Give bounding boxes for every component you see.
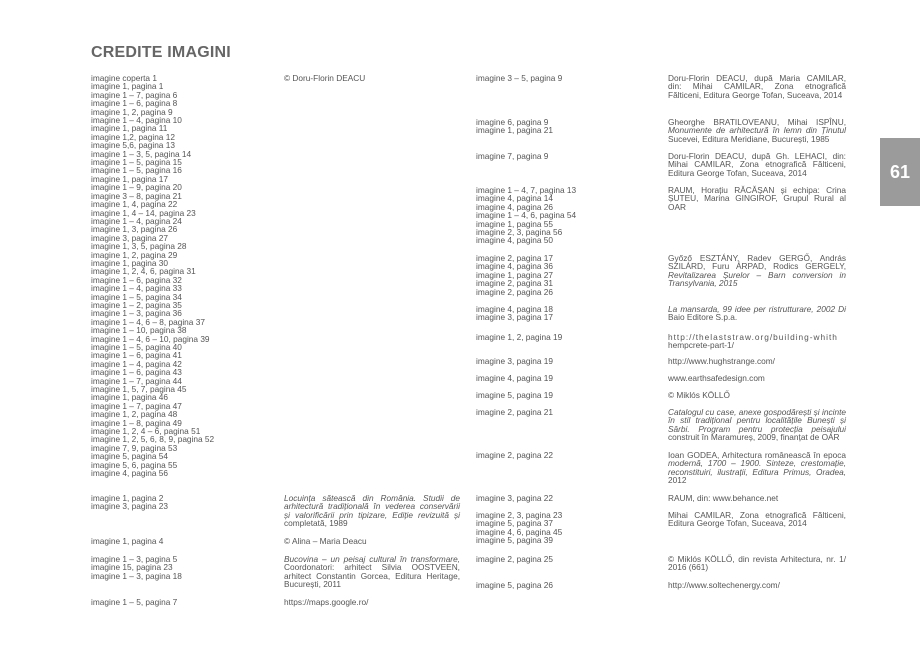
image-ref: imagine 1, 2, pagina 19 <box>476 332 563 342</box>
credit-line: arhitect Constantin Gorcea, Editura Heritage, <box>284 570 460 581</box>
image-ref: imagine 1, 5, 7, pagina 45 <box>91 384 187 395</box>
image-ref: imagine 1 – 4, 6 – 10, pagina 39 <box>91 333 210 344</box>
image-ref: imagine 6, pagina 9 <box>476 117 549 127</box>
image-ref: imagine 3, pagina 19 <box>476 356 554 366</box>
image-ref: imagine 1 – 7, pagina 47 <box>91 400 182 411</box>
credit-godea: Ioan GODEA, Arhitectura românească în epoca modernă, 1700 – 1900. Sinteze, crestomație, reconstituiri, ilustrații, Editura Primus, Oradea, 2012 <box>668 450 846 486</box>
image-ref-group <box>476 74 562 82</box>
image-ref: imagine 1, pagina 30 <box>91 257 169 268</box>
image-ref: imagine 4, pagina 50 <box>476 235 554 246</box>
image-ref: imagine 5, pagina 39 <box>476 535 554 546</box>
image-ref: imagine 1 – 5, pagina 34 <box>91 291 182 302</box>
credit-locuinta <box>284 494 460 528</box>
image-ref: imagine 1, 2, pagina 48 <box>91 409 178 420</box>
image-ref-group <box>476 494 553 502</box>
image-ref-group <box>476 408 553 416</box>
image-ref: imagine 1 – 3, pagina 18 <box>91 570 182 581</box>
image-ref: imagine 1, 2, pagina 29 <box>91 249 178 260</box>
image-ref: imagine 2, pagina 21 <box>476 407 554 417</box>
image-ref: imagine 7, 9, pagina 53 <box>91 442 178 453</box>
image-ref: imagine 1 – 10, pagina 38 <box>91 325 187 336</box>
image-ref: imagine 1,2, pagina 12 <box>91 131 175 142</box>
credit-mansarda: La mansarda, 99 idee per ristrutturare, 2002 Di Baio Editore S.p.a. <box>668 304 846 323</box>
image-ref: imagine 1 – 3, 5, pagina 14 <box>91 148 192 159</box>
image-ref: imagine 1 – 6, pagina 32 <box>91 274 182 285</box>
image-list-alina <box>91 537 163 545</box>
credit-laststraw-link[interactable]: http://thelaststraw.org/building-whith hempcrete-part-1/ <box>668 332 838 351</box>
image-ref: imagine 1 – 5, pagina 7 <box>91 597 178 607</box>
image-ref: imagine 5, 6, pagina 55 <box>91 459 178 470</box>
image-ref: imagine 2, 3, pagina 56 <box>476 227 563 238</box>
image-ref: imagine 2, pagina 22 <box>476 450 554 460</box>
image-ref-group <box>476 186 576 245</box>
image-ref: imagine 1 – 8, pagina 49 <box>91 417 182 428</box>
image-ref: imagine 4, pagina 18 <box>476 304 554 314</box>
credit-hughstrange-link[interactable]: http://www.hughstrange.com/ <box>668 356 775 366</box>
image-ref: imagine 4, 6, pagina 45 <box>476 526 563 537</box>
image-ref: imagine 4, pagina 26 <box>476 201 554 212</box>
credit-lehaci: Doru-Florin DEACU, după Gh. LEHACI, din: Mihai CAMILAR, Zona etnografică Fălticeni, Editura George Tofan, Suceava, 2014 <box>668 151 846 178</box>
credit-soltech-link[interactable]: http://www.soltechenergy.com/ <box>668 580 780 590</box>
image-ref-group <box>476 511 562 545</box>
image-ref: imagine 1, 2, 4 – 6, pagina 51 <box>91 426 201 437</box>
image-ref: imagine 15, pagina 23 <box>91 562 173 573</box>
image-ref: imagine 1, 4, pagina 22 <box>91 199 178 210</box>
image-ref-group <box>476 374 553 382</box>
image-ref: imagine 2, pagina 25 <box>476 554 554 564</box>
credit-line: Locuința sătească din România. Studii de <box>284 493 460 503</box>
credit-line: Coordonatori: arhitect Silvia OOSTVEEN, <box>284 562 460 573</box>
page-number: 61 <box>889 162 911 182</box>
credit-bucovina <box>284 555 460 589</box>
image-ref-group <box>476 581 553 589</box>
image-ref: imagine 1, pagina 11 <box>91 123 168 134</box>
image-ref: imagine 1 – 6, pagina 41 <box>91 350 182 361</box>
credit-camilar-1: Doru-Florin DEACU, după Maria CAMILAR, din: Mihai CAMILAR, Zona etnografică Fălticeni, Editura George Tofan, Suceava, 2014 <box>668 73 846 100</box>
image-ref: imagine 1 – 7, pagina 44 <box>91 375 182 386</box>
image-ref: imagine 1 – 4, 6, pagina 54 <box>476 210 577 221</box>
image-ref: imagine 3, pagina 17 <box>476 312 554 323</box>
image-ref: imagine 2, pagina 31 <box>476 278 554 289</box>
image-ref-group <box>476 555 553 563</box>
image-ref: imagine 1 – 2, pagina 35 <box>91 299 182 310</box>
image-list-deacu <box>91 74 214 478</box>
credit-line: Bucovina – un peisaj cultural în transformare, <box>284 554 460 564</box>
credit-line: completată, 1989 <box>284 518 348 529</box>
image-list-locuinta <box>91 494 168 511</box>
image-ref: imagine 1 – 4, pagina 42 <box>91 358 182 369</box>
image-ref: imagine 5, pagina 26 <box>476 580 554 590</box>
image-ref: imagine 1 – 4, pagina 33 <box>91 283 182 294</box>
image-ref: imagine 1, 3, 5, pagina 28 <box>91 241 187 252</box>
image-ref-group <box>476 451 553 459</box>
image-ref: imagine 1 – 4, pagina 10 <box>91 115 182 126</box>
credit-kollo: © Miklós KÖLLŐ <box>668 390 730 400</box>
image-ref: imagine 1 – 5, pagina 16 <box>91 165 182 176</box>
image-ref: imagine 1 – 6, pagina 8 <box>91 98 178 109</box>
image-list-maps <box>91 598 177 606</box>
image-ref: imagine 1, 3, pagina 26 <box>91 224 178 235</box>
image-ref: imagine 1 – 3, pagina 5 <box>91 554 178 564</box>
image-ref: imagine 3, pagina 22 <box>476 493 554 503</box>
image-ref: imagine 1, pagina 17 <box>91 173 169 184</box>
credit-line: și valorificării prin tipizare, Ediție revizuită și <box>284 509 460 520</box>
image-ref: imagine 1 – 3, pagina 36 <box>91 308 182 319</box>
image-ref: imagine 1 – 4, 7, pagina 13 <box>476 185 577 195</box>
credit-deacu: © Doru-Florin DEACU <box>284 73 366 83</box>
image-ref: imagine 4, pagina 14 <box>476 193 554 204</box>
credit-bratiloveanu: Gheorghe BRATILOVEANU, Mihai ISPÎNU, Monumente de arhitectură în lemn din Ținutul Sucevei, Editura Meridiane, București, 1985 <box>668 117 846 144</box>
image-ref: imagine 2, pagina 17 <box>476 253 554 263</box>
credit-line: București, 2011 <box>284 579 342 590</box>
image-ref: imagine 1, 2, pagina 9 <box>91 106 173 117</box>
credit-line: arhitectură tradițională în vederea conservării <box>284 501 460 512</box>
image-ref: imagine 1, pagina 55 <box>476 218 554 229</box>
image-list-bucovina <box>91 555 182 580</box>
credit-earthsafe-link[interactable]: www.earthsafedesign.com <box>668 373 765 383</box>
credit-raum-1: RAUM, Horațiu RĂCĂȘAN și echipa: Crina ȘUTEU, Marina GINGIROF, Grupul Rural al OAR <box>668 185 846 212</box>
image-ref: imagine 7, pagina 9 <box>476 151 549 161</box>
image-ref-group <box>476 391 553 399</box>
image-ref-group <box>476 357 553 365</box>
credit-maps-link[interactable]: https://maps.google.ro/ <box>284 597 369 607</box>
image-ref-group <box>476 152 548 160</box>
credit-catalog: Catalogul cu case, anexe gospodărești și incinte în stil tradițional pentru localitățile Bunești și Sârbi. Program pentru protecția peisajului construit în Maramureș, 2009, finanțat de OAR <box>668 407 846 443</box>
image-ref: imagine 2, pagina 26 <box>476 286 554 297</box>
image-ref: imagine 1 – 5, pagina 40 <box>91 342 182 352</box>
image-ref: imagine 1 – 7, pagina 6 <box>91 89 178 100</box>
image-ref: imagine 1, pagina 27 <box>476 269 554 280</box>
image-ref: imagine 2, 3, pagina 23 <box>476 510 563 520</box>
image-ref: imagine 1, 2, 4, 6, pagina 31 <box>91 266 196 277</box>
image-ref: imagine 3 – 8, pagina 21 <box>91 190 182 201</box>
credit-esztany: Győző ESZTÁNY, Radev GERGŐ, András SZILÁRD, Furu ÁRPAD, Rodics GERGELY, Revitalizarea Șurelor – Barn conversion in Transylvania, 2015 <box>668 253 846 289</box>
image-ref: imagine coperta 1 <box>91 73 157 83</box>
image-ref-group <box>476 254 553 296</box>
image-ref: imagine 1 – 6, pagina 43 <box>91 367 182 378</box>
credit-behance: RAUM, din: www.behance.net <box>668 493 779 503</box>
image-ref: imagine 1, pagina 2 <box>91 493 164 503</box>
page-number-tab <box>880 138 920 206</box>
image-ref: imagine 5,6, pagina 13 <box>91 140 175 151</box>
image-ref-group <box>476 305 553 322</box>
image-ref-group <box>476 333 562 341</box>
image-ref: imagine 4, pagina 36 <box>476 261 554 272</box>
image-ref: imagine 1, pagina 21 <box>476 125 554 136</box>
image-ref: imagine 1, pagina 1 <box>91 81 164 92</box>
image-ref: imagine 1 – 4, 6 – 8, pagina 37 <box>91 316 205 327</box>
image-ref: imagine 3, pagina 27 <box>91 232 169 243</box>
image-ref: imagine 1 – 9, pagina 20 <box>91 182 182 193</box>
credit-alina: © Alina – Maria Deacu <box>284 536 367 546</box>
image-ref-group <box>476 118 553 135</box>
image-ref: imagine 1, 2, 5, 6, 8, 9, pagina 52 <box>91 434 215 445</box>
image-ref: imagine 1, pagina 4 <box>91 536 164 546</box>
image-ref: imagine 1 – 4, pagina 24 <box>91 215 182 226</box>
image-ref: imagine 5, pagina 19 <box>476 390 554 400</box>
credit-kollo-arhitectura: © Miklós KÖLLŐ, din revista Arhitectura, nr. 1/ 2016 (661) <box>668 554 846 573</box>
image-ref: imagine 5, pagina 37 <box>476 518 554 529</box>
image-ref: imagine 1 – 5, pagina 15 <box>91 157 182 168</box>
image-ref: imagine 3 – 5, pagina 9 <box>476 73 563 83</box>
page-title: CREDITE IMAGINI <box>91 44 231 61</box>
credit-camilar-2: Mihai CAMILAR, Zona etnografică Fălticeni, Editura George Tofan, Suceava, 2014 <box>668 510 846 529</box>
image-ref: imagine 5, pagina 54 <box>91 451 169 462</box>
image-ref: imagine 1, 4 – 14, pagina 23 <box>91 207 196 218</box>
image-ref: imagine 4, pagina 56 <box>91 468 169 479</box>
image-ref: imagine 4, pagina 19 <box>476 373 554 383</box>
image-ref: imagine 1, pagina 46 <box>91 392 169 403</box>
image-ref: imagine 3, pagina 23 <box>91 501 169 512</box>
